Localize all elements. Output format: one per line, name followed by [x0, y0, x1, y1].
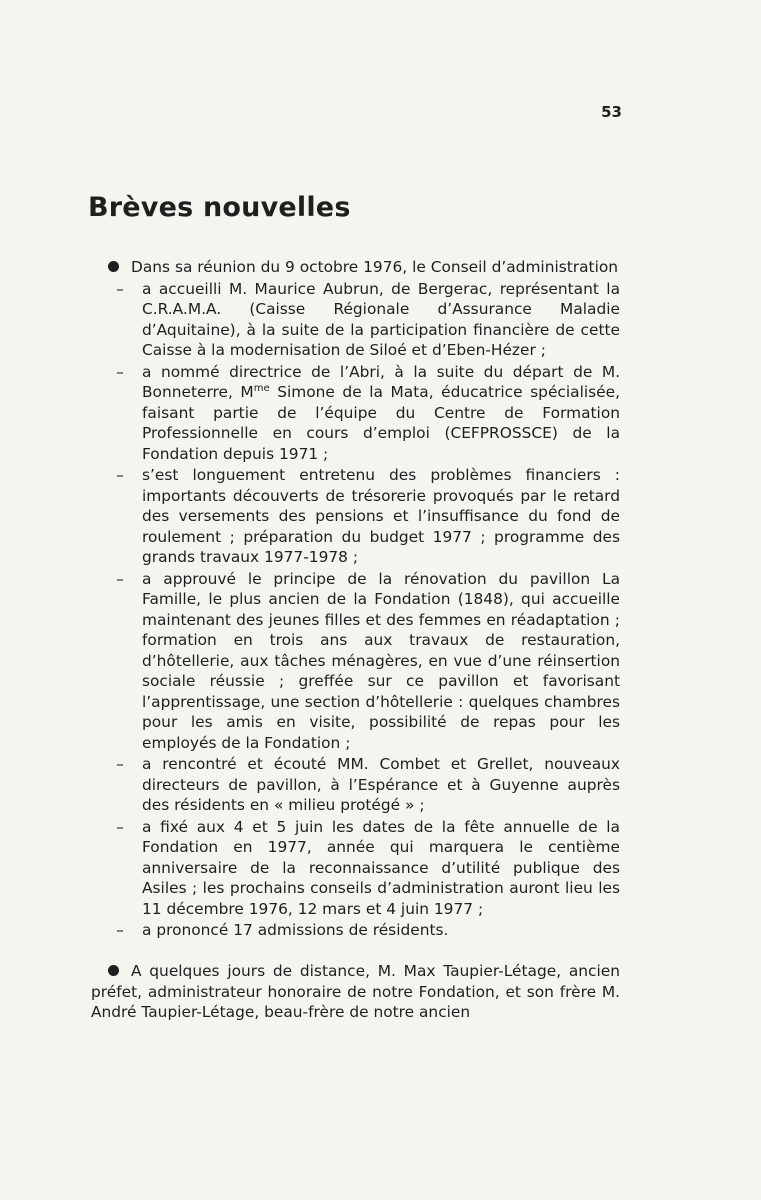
- dash-marker: –: [116, 921, 124, 939]
- dash-marker: –: [116, 817, 124, 836]
- list-item-text: a prononcé 17 admissions de résidents.: [142, 921, 449, 939]
- list-item-text-part: Simone de la Mata, éducatrice spécialisée, faisant partie de l’équipe du Centre de Formation Professionnelle en cours d’emploi (CEFPROSSCE) de la Fondation depuis 1971 ;: [142, 383, 620, 463]
- paragraph-taupier-letage: [91, 961, 620, 1023]
- dash-marker: –: [116, 466, 124, 484]
- superscript-abbrev: me: [253, 382, 270, 394]
- dash-marker: –: [116, 569, 124, 588]
- list-item-text: [142, 362, 620, 465]
- list-item: [91, 465, 620, 568]
- list-item: [91, 279, 620, 361]
- list-item-text: a accueilli M. Maurice Aubrun, de Bergerac, représentant la C.R.A.M.A. (Caisse Régionale d’Assurance Maladie d’Aquitaine), à la suite de la participation financière de cette Caisse à la modernisation de Siloé et d’Eben-Hézer ;: [142, 279, 620, 359]
- bullet-icon: [108, 965, 119, 976]
- list-item: [91, 754, 620, 816]
- list-item: [91, 817, 620, 920]
- section-title: Brèves nouvelles: [88, 192, 351, 223]
- page-number: 53: [601, 103, 622, 121]
- dash-marker: –: [116, 362, 124, 381]
- decisions-list: [91, 279, 620, 941]
- list-item: [91, 569, 620, 754]
- dash-marker: –: [116, 279, 124, 298]
- list-item: [91, 362, 620, 465]
- dash-marker: –: [116, 755, 124, 773]
- list-item-text: a fixé aux 4 et 5 juin les dates de la fête annuelle de la Fondation en 1977, année qui marquera le centième anniversaire de la reconnaissance d’utilité publique des Asiles ; les prochains conseils d’administration auront lieu les 11 décembre 1976, 12 mars et 4 juin 1977 ;: [142, 817, 620, 918]
- list-item: [91, 920, 620, 941]
- list-item-text: s’est longuement entretenu des problèmes financiers : importants découverts de trésorerie provoqués par le retard des versements des pensions et l’insuffisance du fond de roulement ; préparation du budget 1977 ; programme des grands travaux 1977-1978 ;: [142, 466, 620, 566]
- bullet-icon: [108, 261, 119, 272]
- intro-text: Dans sa réunion du 9 octobre 1976, le Conseil d’administration: [131, 258, 619, 276]
- paragraph-intro: [91, 257, 620, 278]
- list-item-text-part: a nommé directrice de l’Abri, à la suite du départ de M. Bonneterre, M: [142, 362, 620, 401]
- list-item-text: a approuvé le principe de la rénovation du pavillon La Famille, le plus ancien de la Fondation (1848), qui accueille maintenant des jeunes filles et des femmes en réadaptation ; formation en trois ans aux travaux de restauration, d’hôtellerie, aux tâches ménagères, en vue d’une réinsertion sociale réussie ; greffée sur ce pavillon et favorisant l’apprentissage, une section d’hôtellerie : quelques chambres pour les amis en visite, possibilité de repas pour les employés de la Fondation ;: [142, 569, 620, 752]
- paragraph-council-meeting: [91, 257, 620, 942]
- paragraph-text: A quelques jours de distance, M. Max Taupier-Létage, ancien préfet, administrateur honoraire de notre Fondation, et son frère M. André Taupier-Létage, beau-frère de notre ancien: [91, 962, 620, 1021]
- list-item-text: a rencontré et écouté MM. Combet et Grellet, nouveaux directeurs de pavillon, à l’Espérance et à Guyenne auprès des résidents en « milieu protégé » ;: [142, 755, 620, 814]
- paragraph-body: [91, 961, 620, 1023]
